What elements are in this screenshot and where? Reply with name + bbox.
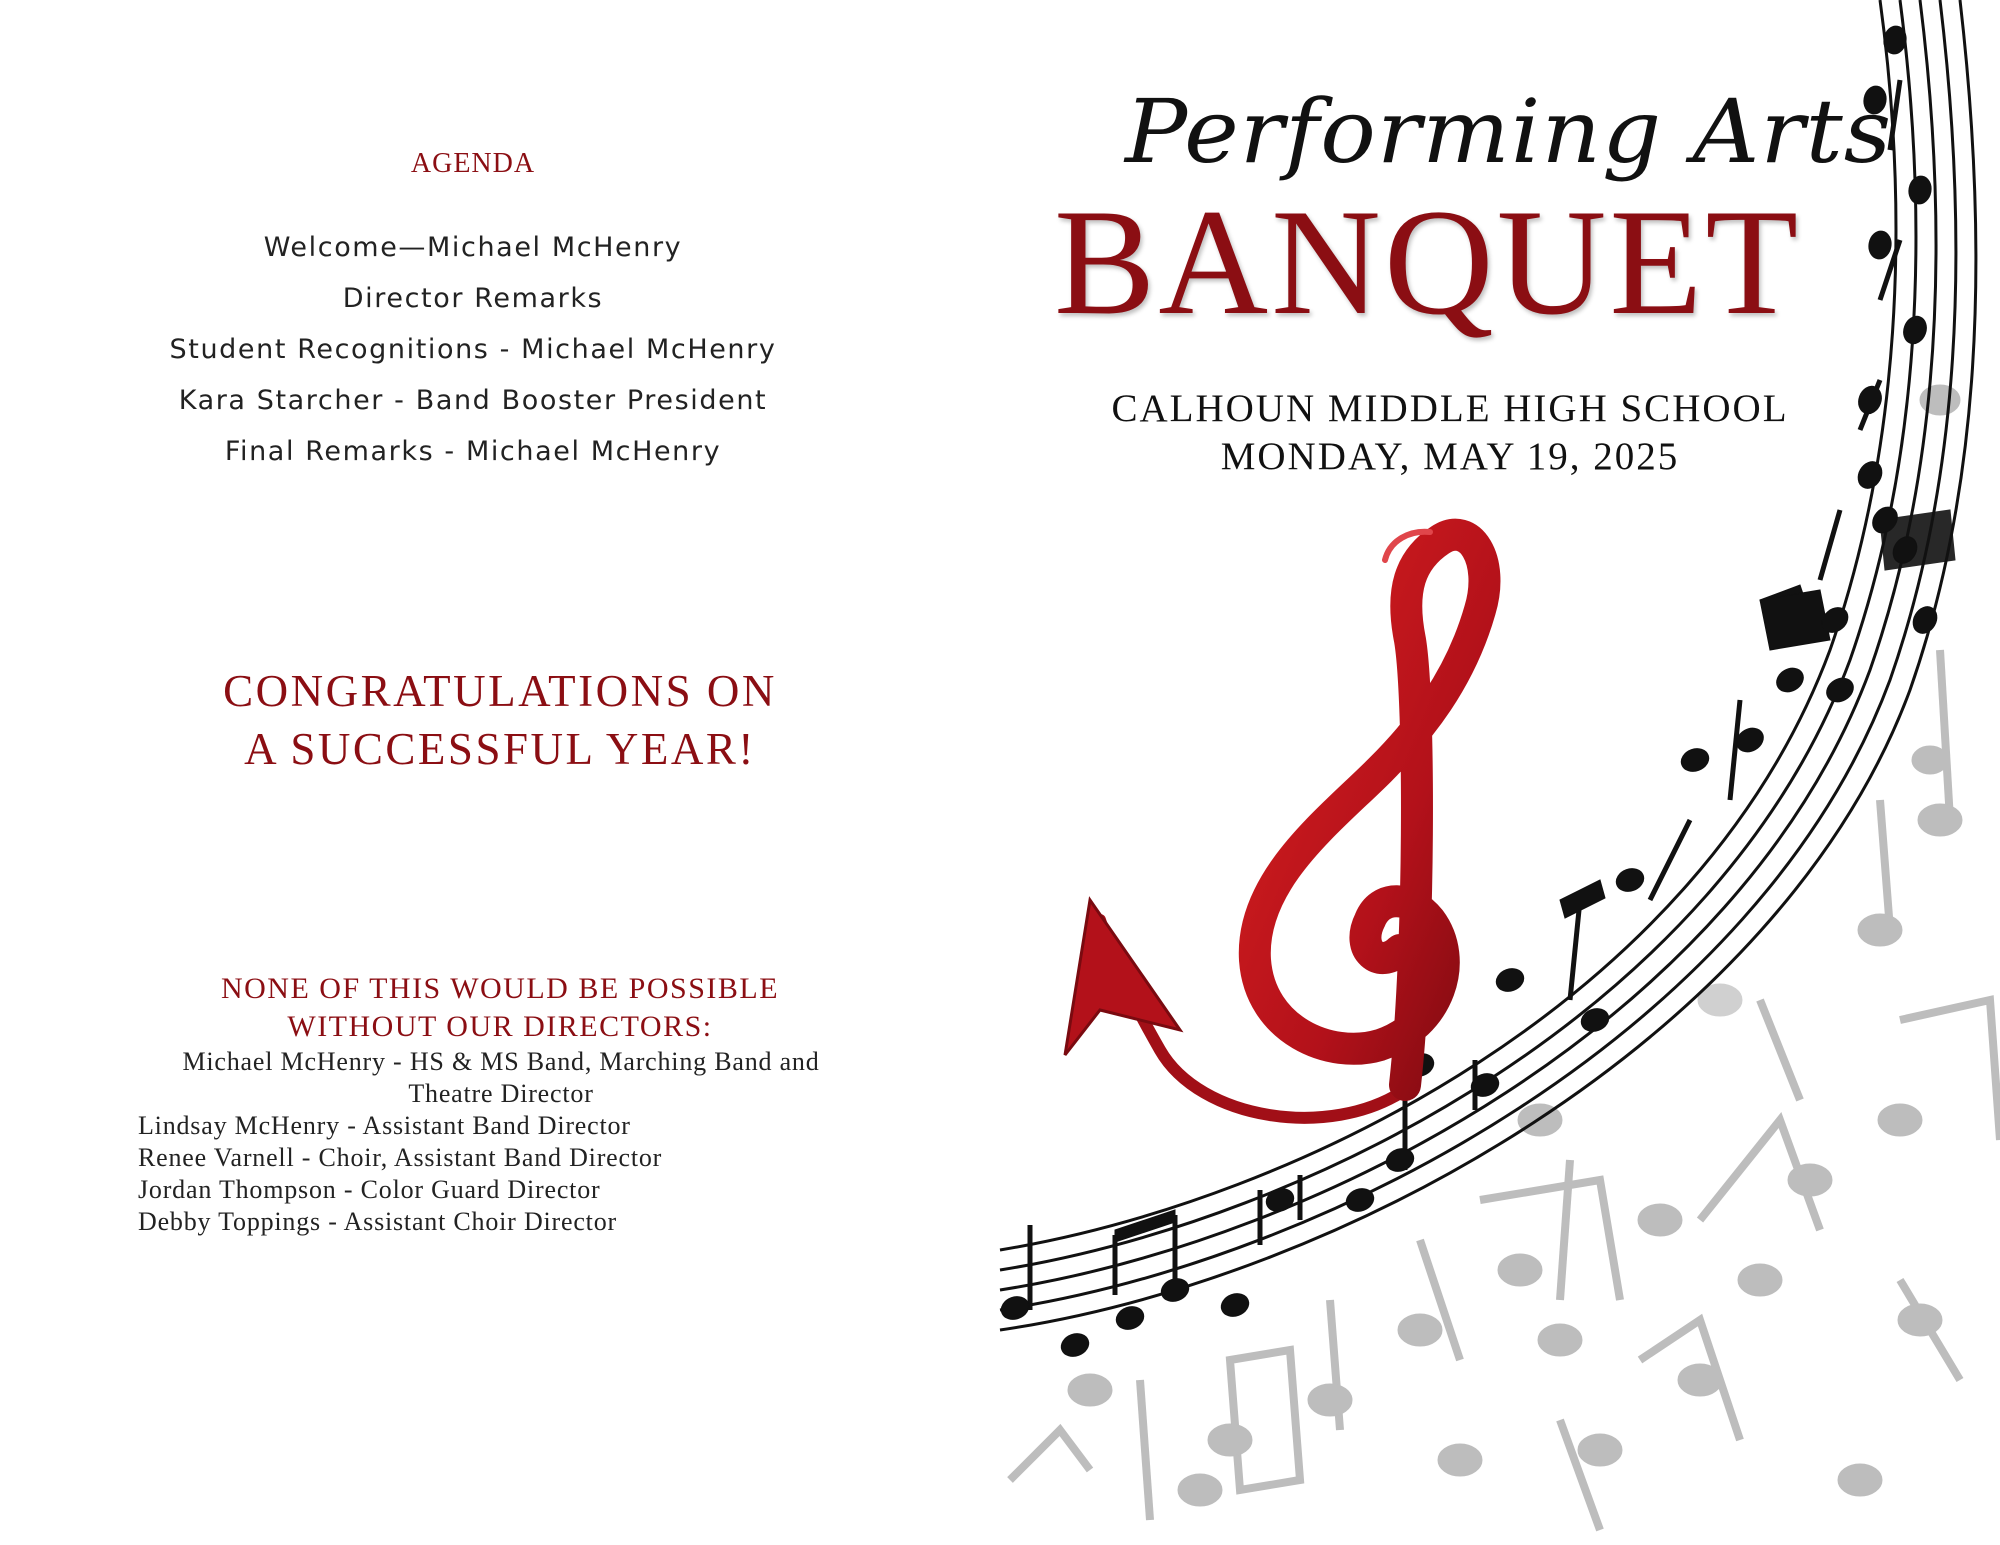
director-item: Jordan Thompson - Color Guard Director <box>138 1175 601 1204</box>
agenda-item: Student Recognitions - Michael McHenry <box>169 334 777 365</box>
director-item: Lindsay McHenry - Assistant Band Director <box>138 1111 631 1140</box>
banquet-title: BANQUET <box>1054 178 1802 346</box>
agenda-item: Final Remarks - Michael McHenry <box>224 436 722 467</box>
director-item: Renee Varnell - Choir, Assistant Band Director <box>138 1143 663 1172</box>
school-info <box>1050 385 1850 481</box>
school-name: CALHOUN MIDDLE HIGH SCHOOL <box>1111 387 1789 430</box>
script-title: Performing Arts <box>1125 80 1893 183</box>
background-notes-icon <box>1010 385 2000 1530</box>
agenda-item: Welcome—Michael McHenry <box>263 232 683 263</box>
directors-heading-line-2: WITHOUT OUR DIRECTORS: <box>287 1010 713 1043</box>
congrats-line-2: A SUCCESSFUL YEAR! <box>244 724 756 774</box>
agenda-item: Kara Starcher - Band Booster President <box>178 385 768 416</box>
event-date: MONDAY, MAY 19, 2025 <box>1220 435 1680 478</box>
directors-heading-line-1: NONE OF THIS WOULD BE POSSIBLE <box>220 972 780 1005</box>
director-item: Michael McHenry - HS & MS Band, Marching Band and Theatre Director <box>182 1047 820 1108</box>
devil-tail-tip-icon <box>1065 900 1180 1055</box>
congrats-line-1: CONGRATULATIONS ON <box>223 666 777 716</box>
agenda-title: AGENDA <box>410 148 536 179</box>
agenda-item: Director Remarks <box>342 283 604 314</box>
director-item: Debby Toppings - Assistant Choir Director <box>138 1207 617 1236</box>
treble-clef-icon <box>1065 532 1484 1118</box>
